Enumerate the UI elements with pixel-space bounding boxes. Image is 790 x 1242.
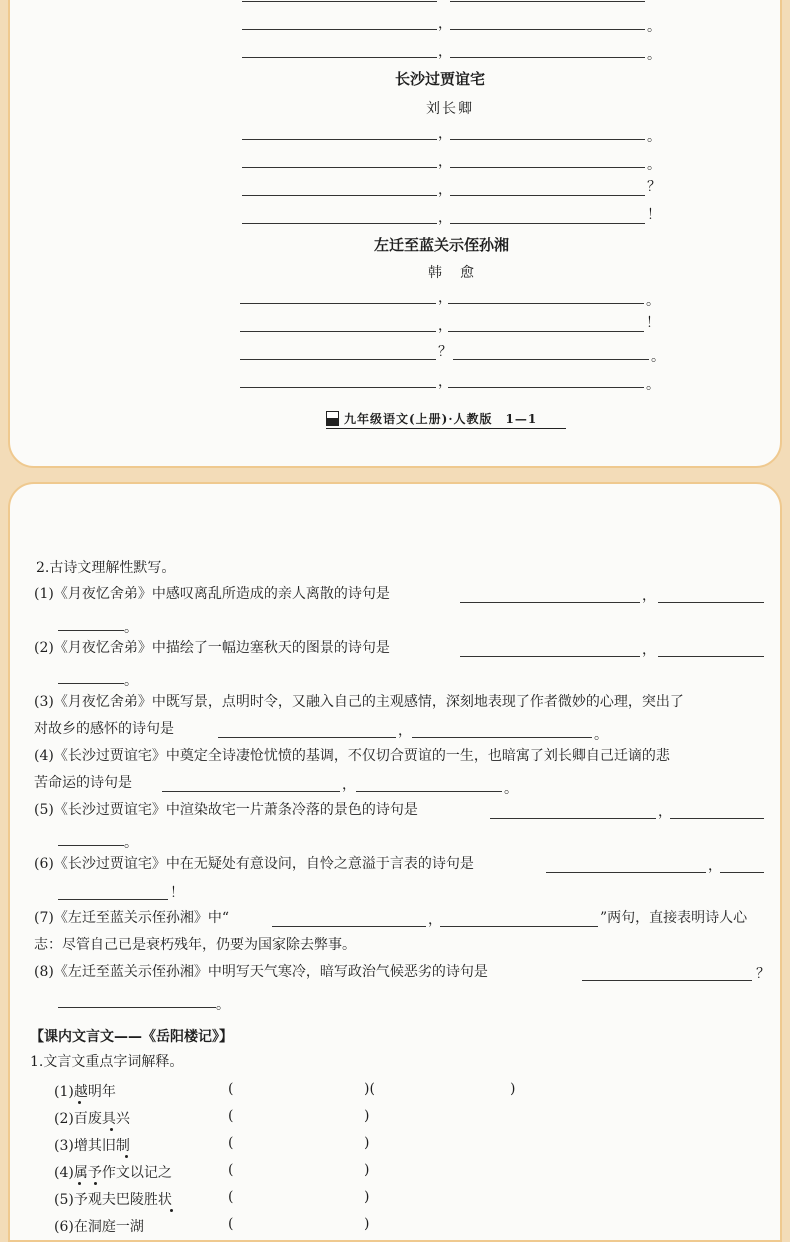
comma: ， [438, 16, 452, 32]
answer-line[interactable] [162, 791, 340, 792]
question-item: (4)《长沙过贾谊宅》中奠定全诗凄怆忧愤的基调，不仅切合贾谊的一生，也暗寓了刘长卿自己迁谪的悲 [34, 748, 670, 764]
comma: ， [438, 126, 452, 142]
close-paren: ) [364, 1216, 370, 1232]
comma: ， [438, 44, 452, 60]
comma: ， [438, 210, 452, 226]
question-item-tail: ”两句，直接表明诗人心 [600, 910, 748, 926]
exclamation-mark: ！ [170, 885, 184, 901]
poem-author: 韩 愈 [428, 265, 476, 281]
answer-line[interactable] [240, 387, 436, 388]
poem-title: 长沙过贾谊宅 [395, 70, 486, 88]
period: 。 [124, 620, 138, 636]
open-paren: ( [228, 1162, 234, 1178]
worksheet-page-bottom [8, 482, 782, 1242]
word-item: (1)越明年 [54, 1084, 116, 1100]
question-mark: ？ [647, 179, 661, 195]
answer-line[interactable] [240, 303, 436, 304]
book-icon [326, 411, 339, 426]
close-paren: ) [510, 1081, 516, 1097]
answer-line[interactable] [242, 167, 437, 168]
emphasis-dot [94, 1182, 97, 1185]
answer-line[interactable] [242, 57, 437, 58]
answer-line[interactable] [58, 899, 168, 900]
answer-line[interactable] [240, 331, 436, 332]
answer-line[interactable] [460, 656, 640, 657]
comma: ， [342, 777, 356, 793]
answer-line[interactable] [356, 791, 502, 792]
answer-line[interactable] [58, 683, 124, 684]
comma: ， [438, 318, 452, 334]
period: 。 [647, 19, 661, 35]
question-title: 2.古诗文理解性默写。 [36, 560, 176, 576]
answer-line[interactable] [490, 818, 656, 819]
word-item: (2)百废具兴 [54, 1111, 130, 1127]
comma: ， [398, 723, 412, 739]
answer-line[interactable] [448, 303, 644, 304]
answer-line[interactable] [670, 818, 764, 819]
question-mark: ？ [438, 344, 452, 360]
exclamation-mark: ！ [646, 315, 660, 331]
comma: ， [428, 912, 442, 928]
comma: ， [642, 588, 656, 604]
comma: ， [642, 642, 656, 658]
question-item: (7)《左迁至蓝关示侄孙湘》中“ [34, 910, 229, 926]
question-item-cont: 苦命运的诗句是 [34, 775, 132, 791]
answer-line[interactable] [58, 845, 124, 846]
answer-line[interactable] [412, 737, 592, 738]
answer-line[interactable] [448, 331, 644, 332]
answer-line[interactable] [440, 926, 598, 927]
period: 。 [651, 349, 665, 365]
question-mark: ？ [756, 966, 770, 982]
emphasis-dot [170, 1209, 173, 1212]
emphasis-dot [110, 1128, 113, 1131]
word-item: (4)属予作文以记之 [54, 1165, 172, 1181]
answer-line[interactable] [582, 980, 752, 981]
comma: ， [438, 154, 452, 170]
period: 。 [646, 293, 660, 309]
word-item: (6)在洞庭一湖 [54, 1219, 144, 1235]
open-paren: ( [228, 1216, 234, 1232]
word-item: (5)予观夫巴陵胜状 [54, 1192, 172, 1208]
answer-line[interactable] [450, 29, 645, 30]
period: 。 [647, 47, 661, 63]
footer-text: 九年级语文(上册)·人教版 1—1 [344, 412, 538, 426]
answer-line[interactable] [453, 359, 649, 360]
word-item: (3)增其旧制 [54, 1138, 130, 1154]
answer-line[interactable] [242, 223, 437, 224]
comma: ， [708, 858, 722, 874]
poem-author: 刘长卿 [426, 101, 474, 117]
answer-line[interactable] [240, 359, 436, 360]
close-paren: ) [364, 1135, 370, 1151]
question-item: (1)《月夜忆舍弟》中感叹离乱所造成的亲人离散的诗句是 [34, 586, 390, 602]
period: 。 [504, 781, 518, 797]
period: 。 [646, 377, 660, 393]
page-footer [326, 410, 566, 429]
question-item: (3)《月夜忆舍弟》中既写景，点明时令，又融入自己的主观感情，深刻地表现了作者微妙的心理，突出了 [34, 694, 684, 710]
open-paren: ( [228, 1135, 234, 1151]
poem-title: 左迁至蓝关示侄孙湘 [374, 236, 510, 254]
open-paren: ( [228, 1108, 234, 1124]
close-paren: ) [364, 1189, 370, 1205]
period: 。 [124, 673, 138, 689]
answer-line[interactable] [242, 195, 437, 196]
comma: ， [438, 182, 452, 198]
open-paren: ( [228, 1081, 234, 1097]
answer-line[interactable] [720, 872, 764, 873]
comma: ， [438, 290, 452, 306]
answer-line[interactable] [448, 387, 644, 388]
answer-line[interactable] [450, 139, 645, 140]
answer-line[interactable] [460, 602, 640, 603]
period: 。 [647, 129, 661, 145]
answer-line[interactable] [242, 29, 437, 30]
answer-line[interactable] [450, 195, 645, 196]
question-item-cont: 志：尽管自己已是衰朽残年，仍要为国家除去弊事。 [34, 937, 356, 953]
close-paren: ) [364, 1108, 370, 1124]
worksheet-page-top [8, 0, 782, 468]
emphasis-dot [78, 1101, 81, 1104]
close-paren: ) [364, 1162, 370, 1178]
question-item: (8)《左迁至蓝关示侄孙湘》中明写天气寒冷，暗写政治气候恶劣的诗句是 [34, 964, 488, 980]
answer-line[interactable] [242, 1, 437, 2]
answer-line[interactable] [272, 926, 426, 927]
period: 。 [594, 727, 608, 743]
answer-line[interactable] [58, 1007, 216, 1008]
answer-line[interactable] [242, 139, 437, 140]
answer-line[interactable] [58, 630, 124, 631]
answer-line[interactable] [218, 737, 396, 738]
period: 。 [216, 997, 230, 1013]
emphasis-dot [125, 1155, 128, 1158]
exclamation-mark: ！ [647, 207, 661, 223]
period: 。 [647, 157, 661, 173]
open-paren: ( [228, 1189, 234, 1205]
answer-line[interactable] [450, 167, 645, 168]
emphasis-dot [78, 1182, 81, 1185]
section-header: 【课内文言文——《岳阳楼记》】 [30, 1029, 233, 1045]
answer-line[interactable] [450, 1, 645, 2]
answer-line[interactable] [450, 223, 645, 224]
answer-line[interactable] [546, 872, 706, 873]
period: 。 [124, 835, 138, 851]
question-item: (5)《长沙过贾谊宅》中渲染故宅一片萧条冷落的景色的诗句是 [34, 802, 418, 818]
question-title: 1.文言文重点字词解释。 [30, 1054, 184, 1070]
answer-line[interactable] [658, 602, 764, 603]
comma: ， [658, 804, 672, 820]
answer-line[interactable] [658, 656, 764, 657]
comma: ， [438, 374, 452, 390]
question-item: (6)《长沙过贾谊宅》中在无疑处有意设问，自怜之意溢于言表的诗句是 [34, 856, 474, 872]
question-item: (2)《月夜忆舍弟》中描绘了一幅边塞秋天的图景的诗句是 [34, 640, 390, 656]
paren-pair: )( [364, 1081, 375, 1097]
answer-line[interactable] [450, 57, 645, 58]
question-item-cont: 对故乡的感怀的诗句是 [34, 721, 174, 737]
